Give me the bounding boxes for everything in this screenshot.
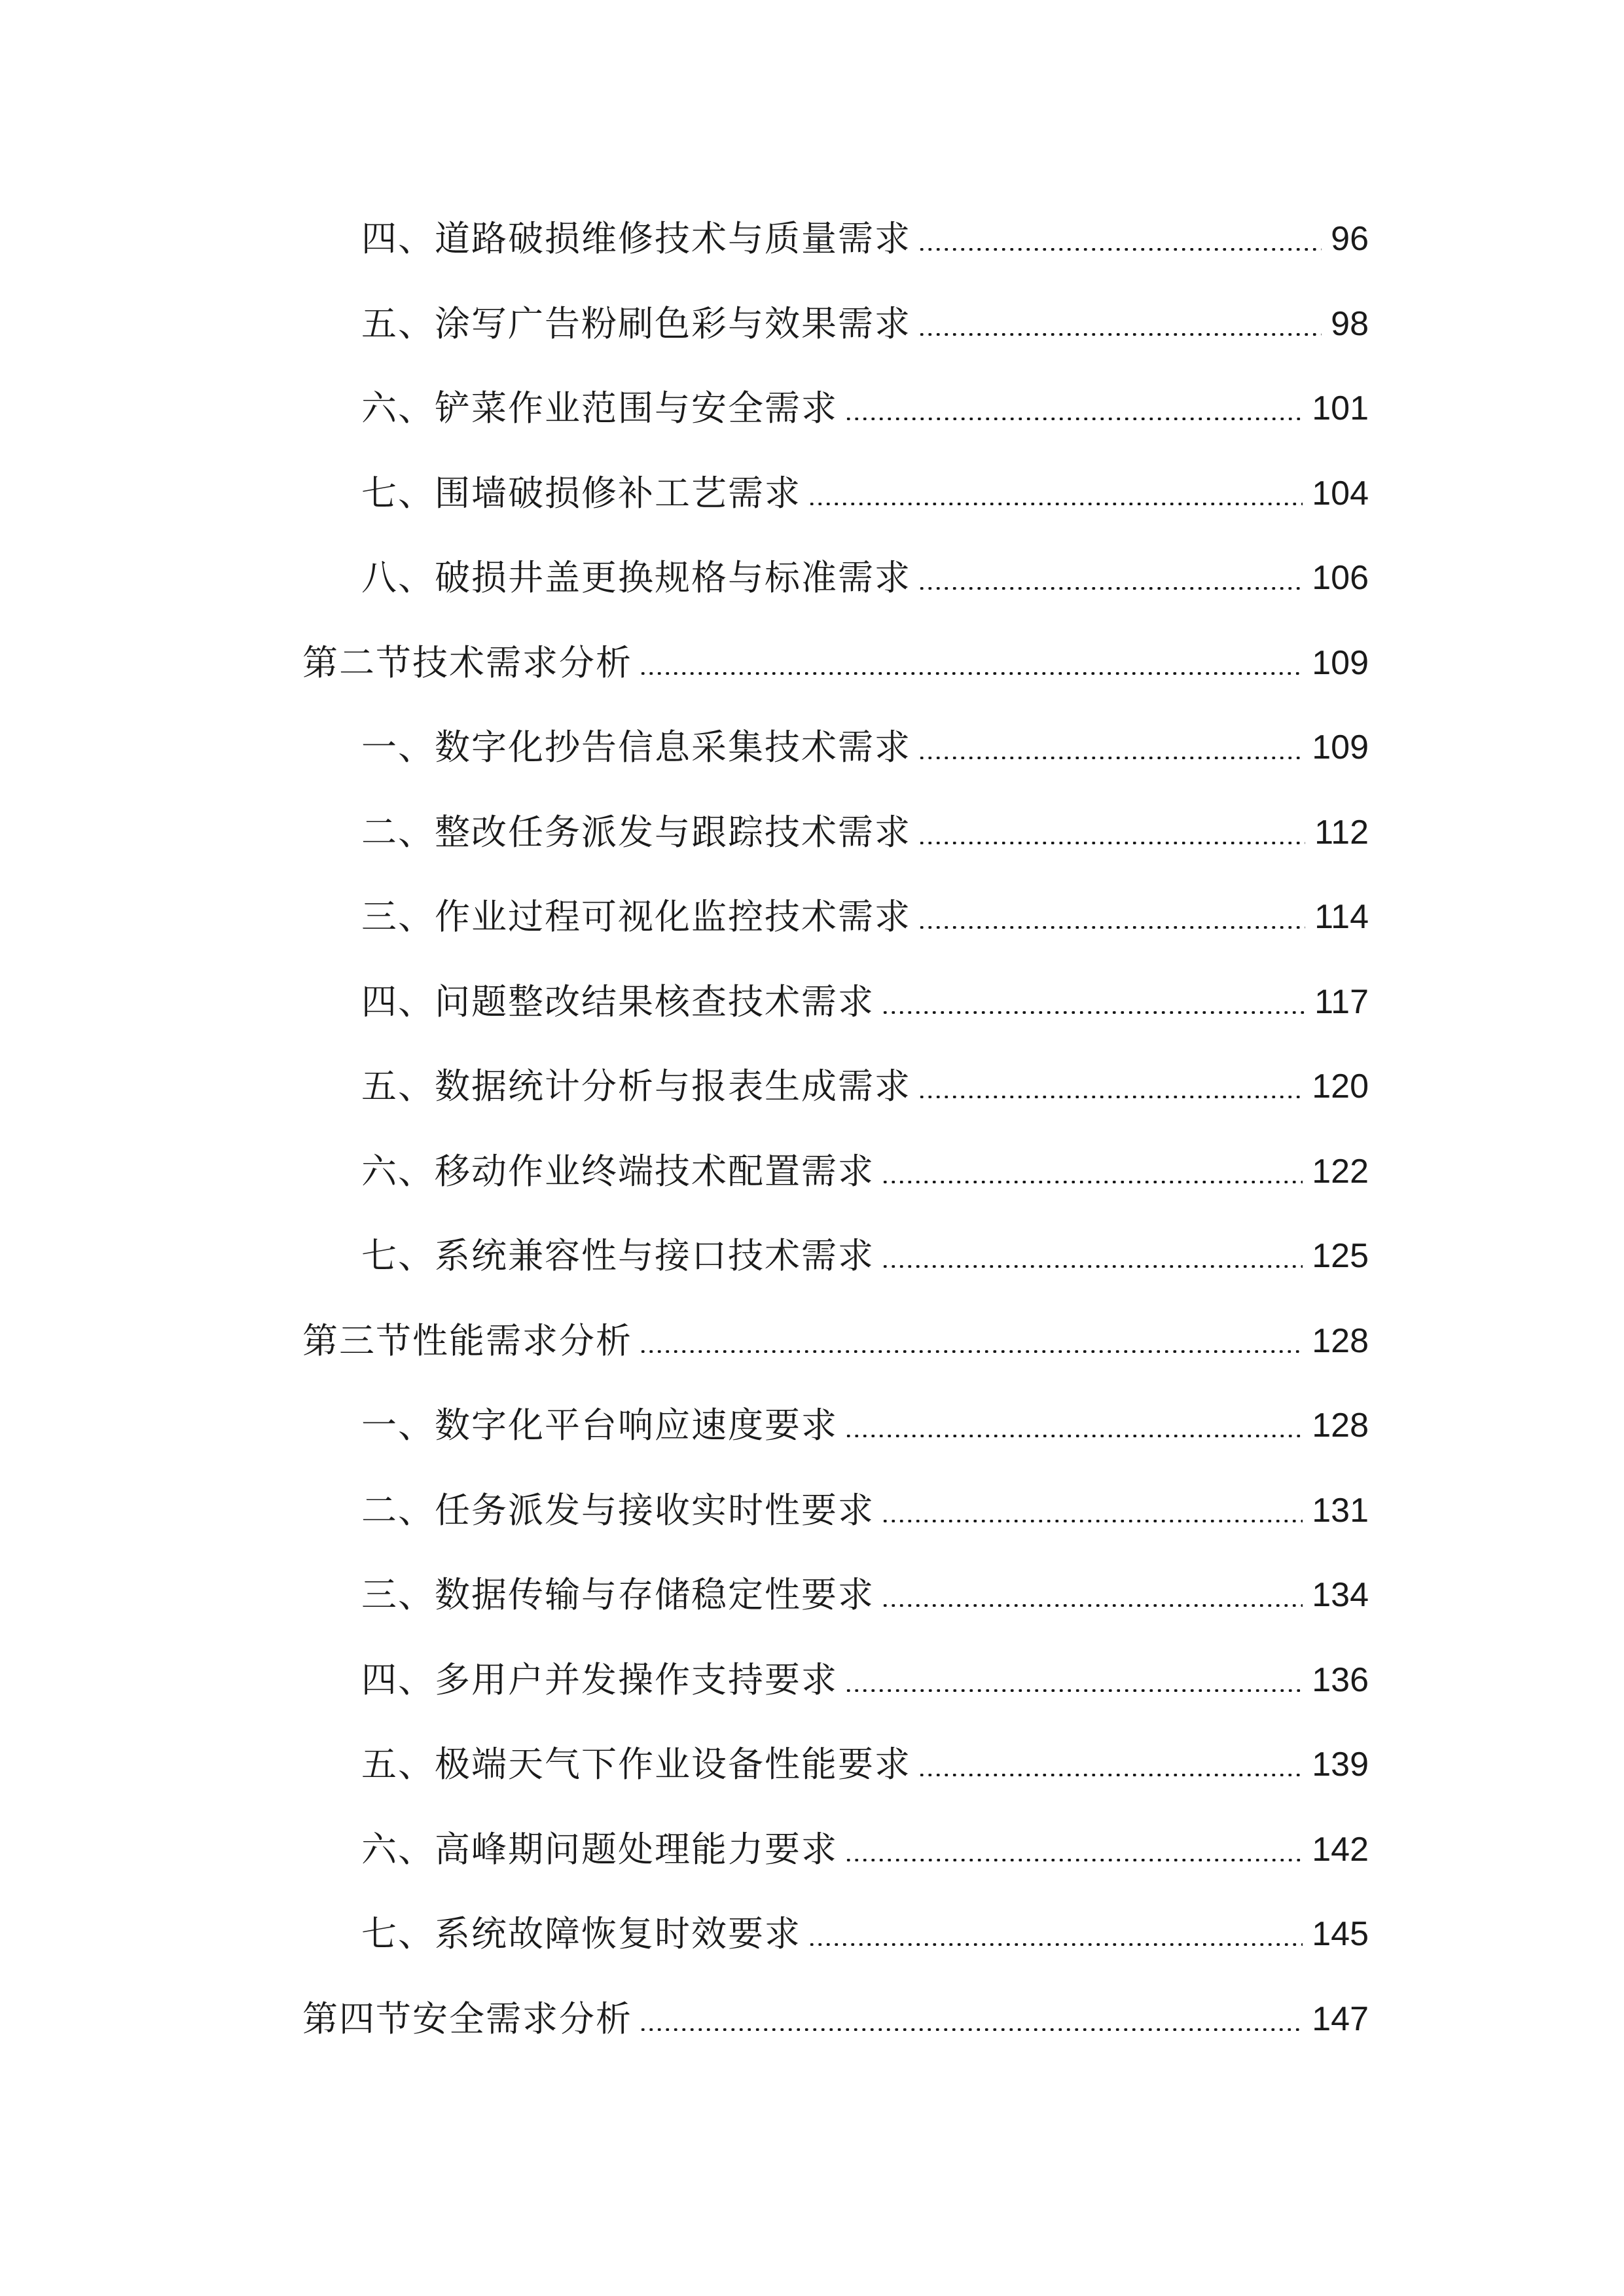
- toc-subsection-entry[interactable]: [361, 721, 1369, 774]
- dot-leader: [881, 1520, 1303, 1522]
- toc-subsection-entry[interactable]: [361, 891, 1369, 943]
- dot-leader: [881, 1181, 1303, 1183]
- dot-leader: [918, 1774, 1303, 1776]
- toc-subsection-entry[interactable]: [361, 552, 1369, 604]
- toc-entry-title: 七、围墙破损修补工艺需求: [361, 473, 801, 514]
- toc-subsection-entry[interactable]: [361, 976, 1369, 1028]
- toc-subsection-entry[interactable]: [361, 806, 1369, 859]
- toc-page-number: 128: [1312, 1407, 1369, 1444]
- toc-section-entry[interactable]: [302, 637, 1369, 689]
- toc-page-number: 122: [1312, 1153, 1369, 1191]
- toc-subsection-entry[interactable]: [361, 1060, 1369, 1113]
- dot-leader: [918, 248, 1322, 251]
- dot-leader: [918, 587, 1303, 590]
- dot-leader: [844, 1689, 1303, 1692]
- toc-entry-title: 第三节性能需求分析: [302, 1320, 632, 1361]
- toc-page-number: 142: [1312, 1831, 1369, 1869]
- dot-leader: [844, 418, 1303, 420]
- dot-leader: [639, 1350, 1303, 1353]
- toc-entry-title: 一、数字化抄告信息采集技术需求: [361, 726, 911, 768]
- toc-entry-title: 二、整改任务派发与跟踪技术需求: [361, 812, 911, 853]
- toc-page-number: 125: [1312, 1237, 1369, 1275]
- dot-leader: [881, 1604, 1303, 1607]
- toc-entry-title: 五、极端天气下作业设备性能要求: [361, 1744, 911, 1785]
- toc-entry-title: 八、破损井盖更换规格与标准需求: [361, 557, 911, 598]
- toc-page-number: 112: [1314, 814, 1369, 852]
- dot-leader: [918, 333, 1322, 336]
- dot-leader: [881, 1011, 1305, 1014]
- dot-leader: [918, 757, 1303, 759]
- toc-subsection-entry[interactable]: [361, 1230, 1369, 1282]
- dot-leader: [918, 842, 1305, 844]
- toc-page-number: 131: [1312, 1492, 1369, 1530]
- toc-page-number: 134: [1312, 1576, 1369, 1614]
- dot-leader: [808, 1943, 1303, 1946]
- toc-entry-title: 六、高峰期问题处理能力要求: [361, 1829, 838, 1870]
- toc-subsection-entry[interactable]: [361, 382, 1369, 435]
- toc-page-number: 139: [1312, 1746, 1369, 1784]
- toc-section-entry[interactable]: [302, 1315, 1369, 1367]
- toc-entry-title: 三、作业过程可视化监控技术需求: [361, 896, 911, 937]
- toc-subsection-entry[interactable]: [361, 1399, 1369, 1452]
- toc-entry-title: 四、问题整改结果核查技术需求: [361, 981, 875, 1022]
- toc-subsection-entry[interactable]: [361, 1823, 1369, 1876]
- toc-page-number: 96: [1331, 220, 1369, 258]
- toc-subsection-entry[interactable]: [361, 1569, 1369, 1621]
- toc-entry-title: 四、多用户并发操作支持要求: [361, 1659, 838, 1700]
- dot-leader: [918, 1096, 1303, 1098]
- toc-subsection-entry[interactable]: [361, 1654, 1369, 1706]
- toc-page-number: 117: [1314, 983, 1369, 1021]
- toc-page-number: 109: [1312, 644, 1369, 682]
- toc-page-number: 136: [1312, 1661, 1369, 1699]
- dot-leader: [639, 672, 1303, 675]
- toc-entry-title: 五、数据统计分析与报表生成需求: [361, 1066, 911, 1107]
- toc-subsection-entry[interactable]: [361, 467, 1369, 520]
- toc-page-number: 145: [1312, 1915, 1369, 1953]
- toc-page-number: 101: [1312, 389, 1369, 427]
- toc-page-number: 98: [1331, 305, 1369, 343]
- toc-page-number: 109: [1312, 728, 1369, 766]
- toc-entry-title: 四、道路破损维修技术与质量需求: [361, 218, 911, 259]
- toc-entry-title: 第四节安全需求分析: [302, 1998, 632, 2039]
- toc-entry-title: 五、涂写广告粉刷色彩与效果需求: [361, 303, 911, 344]
- dot-leader: [918, 926, 1305, 929]
- dot-leader: [844, 1859, 1303, 1861]
- toc-entry-title: 二、任务派发与接收实时性要求: [361, 1490, 875, 1531]
- toc-section-entry[interactable]: [302, 1993, 1369, 2045]
- toc-subsection-entry[interactable]: [361, 1145, 1369, 1198]
- toc-page-number: 104: [1312, 475, 1369, 512]
- toc-entry-title: 三、数据传输与存储稳定性要求: [361, 1574, 875, 1615]
- toc-page-number: 114: [1314, 898, 1369, 936]
- toc-page-number: 147: [1312, 2000, 1369, 2038]
- toc-subsection-entry[interactable]: [361, 298, 1369, 350]
- toc-entry-title: 七、系统兼容性与接口技术需求: [361, 1235, 875, 1276]
- toc-entry-title: 六、铲菜作业范围与安全需求: [361, 387, 838, 429]
- toc-subsection-entry[interactable]: [361, 1484, 1369, 1537]
- toc-page-number: 128: [1312, 1322, 1369, 1360]
- dot-leader: [808, 503, 1303, 505]
- toc-subsection-entry[interactable]: [361, 213, 1369, 265]
- toc-page-number: 106: [1312, 559, 1369, 597]
- toc-page-number: 120: [1312, 1067, 1369, 1105]
- toc-subsection-entry[interactable]: [361, 1738, 1369, 1791]
- dot-leader: [639, 2028, 1303, 2031]
- toc-entry-title: 第二节技术需求分析: [302, 642, 632, 683]
- dot-leader: [844, 1435, 1303, 1437]
- toc-entry-title: 七、系统故障恢复时效要求: [361, 1913, 801, 1954]
- toc-subsection-entry[interactable]: [361, 1908, 1369, 1960]
- toc-entry-title: 六、移动作业终端技术配置需求: [361, 1151, 875, 1192]
- dot-leader: [881, 1265, 1303, 1268]
- toc-entry-title: 一、数字化平台响应速度要求: [361, 1405, 838, 1446]
